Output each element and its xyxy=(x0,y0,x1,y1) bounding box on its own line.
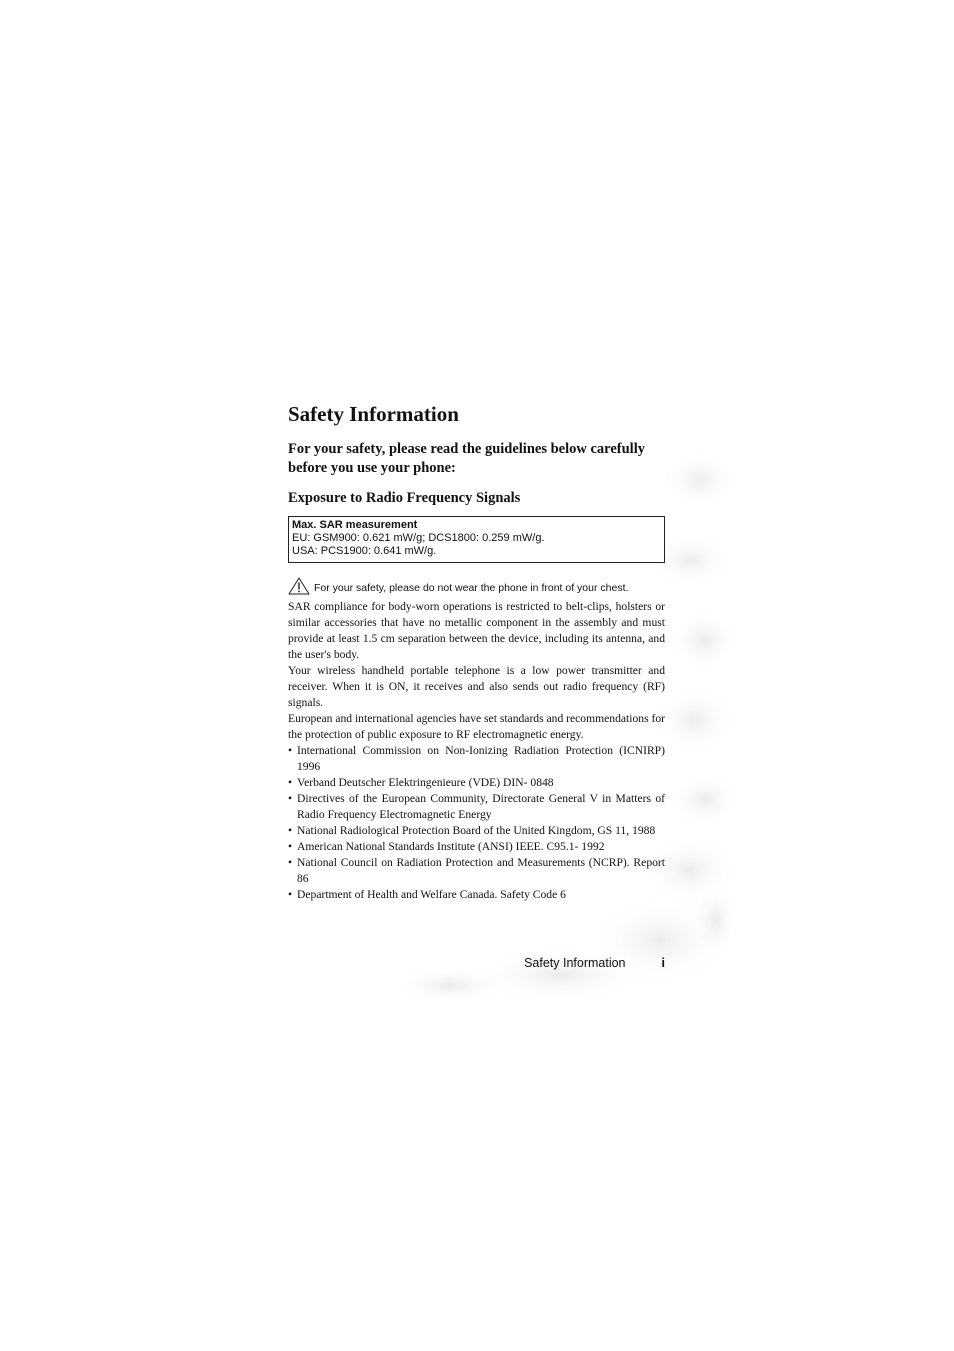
section-heading-rf: Exposure to Radio Frequency Signals xyxy=(288,490,521,506)
agency-list xyxy=(288,743,665,903)
warning-text: For your safety, please do not wear the phone in front of your chest. xyxy=(314,582,629,594)
list-item: • National Radiological Protection Board of the United Kingdom, GS 11, 1988 xyxy=(288,823,665,839)
footer-section-title: Safety Information xyxy=(524,956,626,970)
page-title: Safety Information xyxy=(288,402,459,426)
list-item: • National Council on Radiation Protection and Measurements (NCRP). Report 86 xyxy=(288,855,665,887)
list-item: • Department of Health and Welfare Canada. Safety Code 6 xyxy=(288,887,665,903)
sar-usa-line: USA: PCS1900: 0.641 mW/g. xyxy=(292,545,437,557)
safety-intro: For your safety, please read the guidelines below carefully before you use your phone: xyxy=(288,441,645,476)
list-item: • International Commission on Non-Ionizing Radiation Protection (ICNIRP) 1996 xyxy=(288,743,665,775)
safety-info-page xyxy=(288,400,665,903)
chest-warning xyxy=(288,577,665,595)
rf-body-text xyxy=(288,599,665,903)
paragraph-transmitter: Your wireless handheld portable telephone is a low power transmitter and receiver. When it is ON, it receives and also sends out radio frequency (RF) signals. xyxy=(288,664,665,709)
paragraph-sar-compliance: SAR compliance for body-worn operations is restricted to belt-clips, holsters or similar accessories that have no metallic component in the assembly and must provide at least 1.5 cm separation between the device, including its antenna, and the user's body. xyxy=(288,600,665,661)
page-number: i xyxy=(661,956,665,970)
list-item: • American National Standards Institute (ANSI) IEEE. C95.1- 1992 xyxy=(288,839,665,855)
sar-measurement-box xyxy=(288,516,665,563)
page-footer xyxy=(288,955,665,971)
warning-triangle-icon xyxy=(288,577,310,595)
list-item: • Verband Deutscher Elektringenieure (VDE) DIN- 0848 xyxy=(288,775,665,791)
sar-eu-line: EU: GSM900: 0.621 mW/g; DCS1800: 0.259 mW/g. xyxy=(292,532,545,544)
sar-box-title: Max. SAR measurement xyxy=(292,519,418,531)
list-item: • Directives of the European Community, Directorate General V in Matters of Radio Frequency Electromagnetic Energy xyxy=(288,791,665,823)
paragraph-agencies: European and international agencies have set standards and recommendations for the protection of public exposure to RF electromagnetic energy. xyxy=(288,712,665,741)
